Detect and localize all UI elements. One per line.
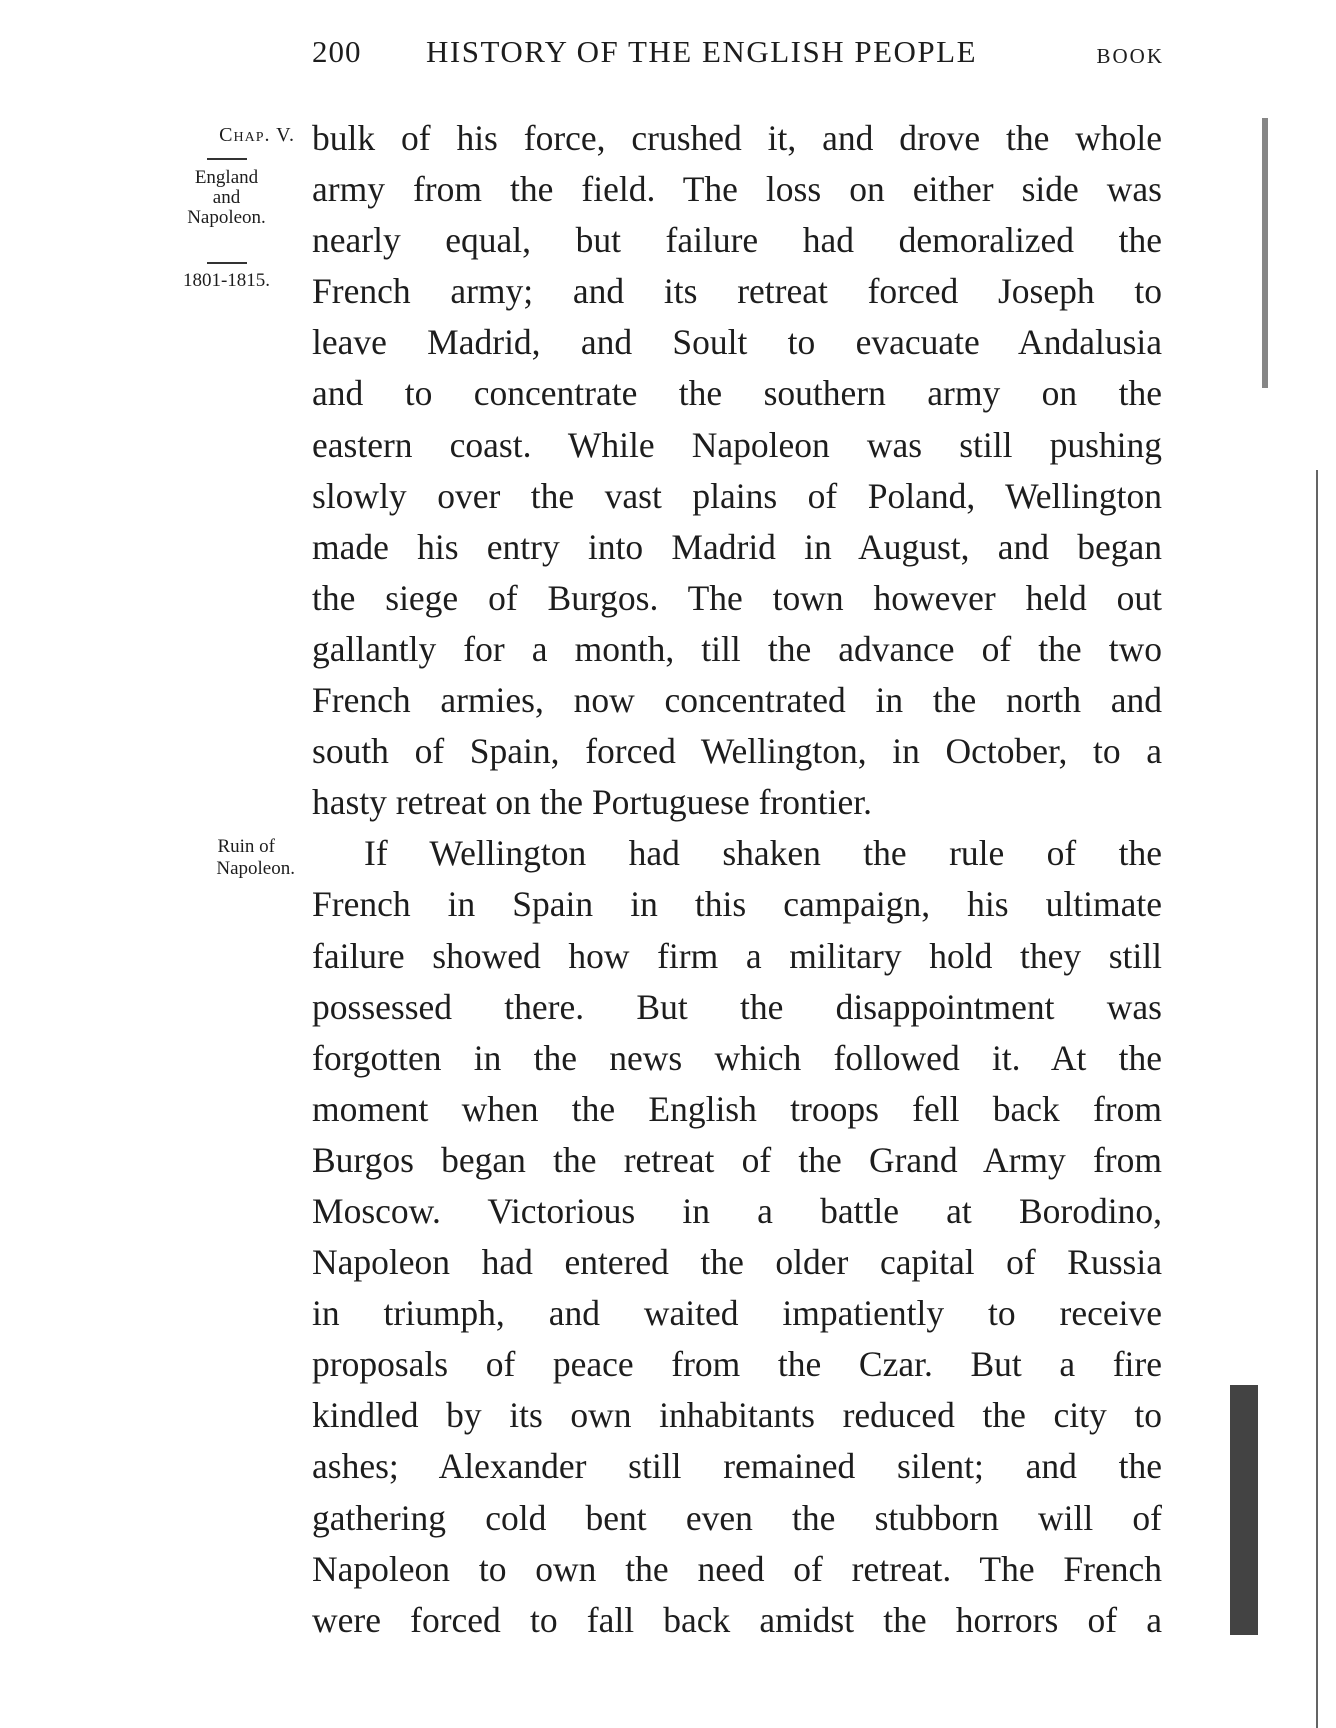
text-line: French army; and its retreat forced Joseph to <box>312 271 1162 312</box>
note-rule <box>207 158 247 160</box>
dates-note <box>154 270 299 292</box>
running-head <box>312 34 1164 74</box>
text-line: kindled by its own inhabitants reduced the city to <box>312 1395 1162 1436</box>
text-line: moment when the English troops fell back from <box>312 1088 1162 1129</box>
text-line: French in Spain in this campaign, his ultimate <box>312 884 1162 925</box>
topic-note <box>154 166 299 228</box>
text-line: If Wellington had shaken the rule of the <box>364 833 1162 874</box>
text-line: Napoleon had entered the older capital of Russia <box>312 1242 1162 1283</box>
running-title: HISTORY OF THE ENGLISH PEOPLE <box>426 34 978 69</box>
text-line: in triumph, and waited impatiently to receive <box>312 1293 1162 1334</box>
text-line: ashes; Alexander still remained silent; and the <box>312 1446 1162 1487</box>
text-line: the siege of Burgos. The town however held out <box>312 577 1162 618</box>
dates-value: 1801-1815. <box>182 269 271 291</box>
topic-line: Napoleon. <box>187 206 266 228</box>
text-line: army from the field. The loss on either side was <box>312 169 1162 210</box>
text-line: Burgos began the retreat of the Grand Army from <box>312 1139 1162 1180</box>
text-line: forgotten in the news which followed it. At the <box>312 1037 1162 1078</box>
note-rule <box>207 262 247 264</box>
scan-artifact <box>1262 118 1268 388</box>
text-line: Moscow. Victorious in a battle at Borodino, <box>312 1190 1162 1231</box>
text-line: Napoleon to own the need of retreat. The French <box>312 1548 1162 1589</box>
topic-line: England <box>194 166 259 188</box>
book-label: BOOK <box>1096 44 1164 68</box>
text-line: French armies, now concentrated in the north and <box>312 680 1162 721</box>
scan-artifact <box>1230 1385 1258 1635</box>
text-line: hasty retreat on the Portuguese frontier. <box>312 782 872 823</box>
chapter-note: Chap. V. <box>219 124 295 146</box>
text-line: eastern coast. While Napoleon was still pushing <box>312 424 1162 465</box>
page-number: 200 <box>312 34 362 69</box>
text-line: gathering cold bent even the stubborn will of <box>312 1497 1162 1538</box>
ruin-topic-note <box>150 836 295 880</box>
topic-line: Napoleon. <box>216 858 295 879</box>
text-line: south of Spain, forced Wellington, in October, to a <box>312 731 1162 772</box>
text-line: were forced to fall back amidst the horrors of a <box>312 1599 1162 1640</box>
text-line: bulk of his force, crushed it, and drove the whole <box>312 118 1162 158</box>
topic-line: Ruin of <box>217 836 275 857</box>
text-line: leave Madrid, and Soult to evacuate Andalusia <box>312 322 1162 363</box>
text-line: failure showed how firm a military hold they still <box>312 935 1162 976</box>
text-line: made his entry into Madrid in August, and began <box>312 526 1162 567</box>
text-line: nearly equal, but failure had demoralized the <box>312 220 1162 261</box>
scan-artifact <box>1316 470 1318 1728</box>
text-line: proposals of peace from the Czar. But a fire <box>312 1344 1162 1385</box>
body-text <box>312 113 1162 1646</box>
text-line: and to concentrate the southern army on the <box>312 373 1162 414</box>
text-line: slowly over the vast plains of Poland, Wellington <box>312 475 1162 516</box>
topic-line: and <box>212 186 241 208</box>
text-line: possessed there. But the disappointment was <box>312 986 1162 1027</box>
text-line: gallantly for a month, till the advance of the two <box>312 628 1162 669</box>
